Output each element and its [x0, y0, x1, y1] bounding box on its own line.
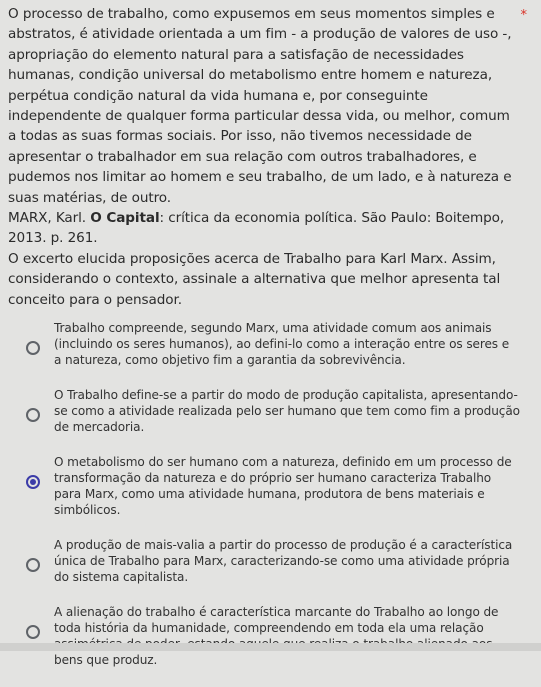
- citation-rest: : crítica da economia política. São Paulo: Boitempo, 2013. p. 261.: [8, 210, 505, 247]
- option-label: O Trabalho define-se a partir do modo de produção capitalista, apresentando-se como a atividade realizada pelo ser humano que tem como fim a produção de mercadoria.: [54, 388, 520, 434]
- radio-button-icon[interactable]: [26, 558, 40, 572]
- option-c[interactable]: [20, 454, 520, 518]
- bottom-divider: [0, 643, 541, 651]
- option-label: O metabolismo do ser humano com a natureza, definido em um processo de transformação da natureza e do próprio ser humano caracteriza Trabalho para Marx, como uma atividade humana, produtora de bens materiais e simbólicos.: [54, 455, 512, 517]
- option-label: Trabalho compreende, segundo Marx, uma atividade comum aos animais (incluindo os seres humanos), ao defini-lo como a interação entre os seres e a natureza, como objetivo fim a garantia da sobrevivência.: [54, 321, 510, 367]
- required-marker: *: [520, 8, 527, 23]
- option-label: A alienação do trabalho é característica marcante do Trabalho ao longo de toda história da humanidade, compreendendo em toda ela uma relação bens que produz.: [54, 605, 499, 667]
- option-label: A produção de mais-valia a partir do processo de produção é a característica única de Trabalho para Marx, caracterizando-se como uma atividade própria do sistema capitalista.: [54, 538, 513, 584]
- question-excerpt: O processo de trabalho, como expusemos em seus momentos simples e abstratos, é atividade orientada a um fim - a produção de valores de uso -, apropriação do elemento natural para a satisfação de necessidades humanas, condição universal do metabolismo entre homem e natureza, perpétua condição natural da vida humana e, por conseguinte independente de qualquer forma particular dessa vida, ou melhor, comum a todas as suas formas sociais. Por isso, não tivemos necessidade de apresentar o trabalhador em sua relação com outros trabalhadores, e pudemos nos limitar ao homem e seu trabalho, de um lado, e à natureza e suas matérias, de outro.: [8, 6, 512, 206]
- radio-button-icon[interactable]: [26, 341, 40, 355]
- option-a[interactable]: [20, 320, 520, 368]
- radio-button-icon[interactable]: [26, 625, 40, 639]
- question-citation: [8, 208, 518, 249]
- answer-options: [20, 320, 520, 687]
- radio-button-selected-icon[interactable]: [26, 475, 40, 489]
- citation-author: MARX, Karl.: [8, 210, 91, 227]
- option-e[interactable]: [20, 604, 520, 668]
- option-b[interactable]: [20, 387, 520, 435]
- radio-button-icon[interactable]: [26, 408, 40, 422]
- question-prompt: O excerto elucida proposições acerca de Trabalho para Karl Marx. Assim, considerando o contexto, assinale a alternativa que melhor apresenta tal conceito para o pensador.: [8, 250, 501, 308]
- citation-title: O Capital: [90, 210, 160, 227]
- question-text: [8, 4, 518, 310]
- option-d[interactable]: [20, 537, 520, 585]
